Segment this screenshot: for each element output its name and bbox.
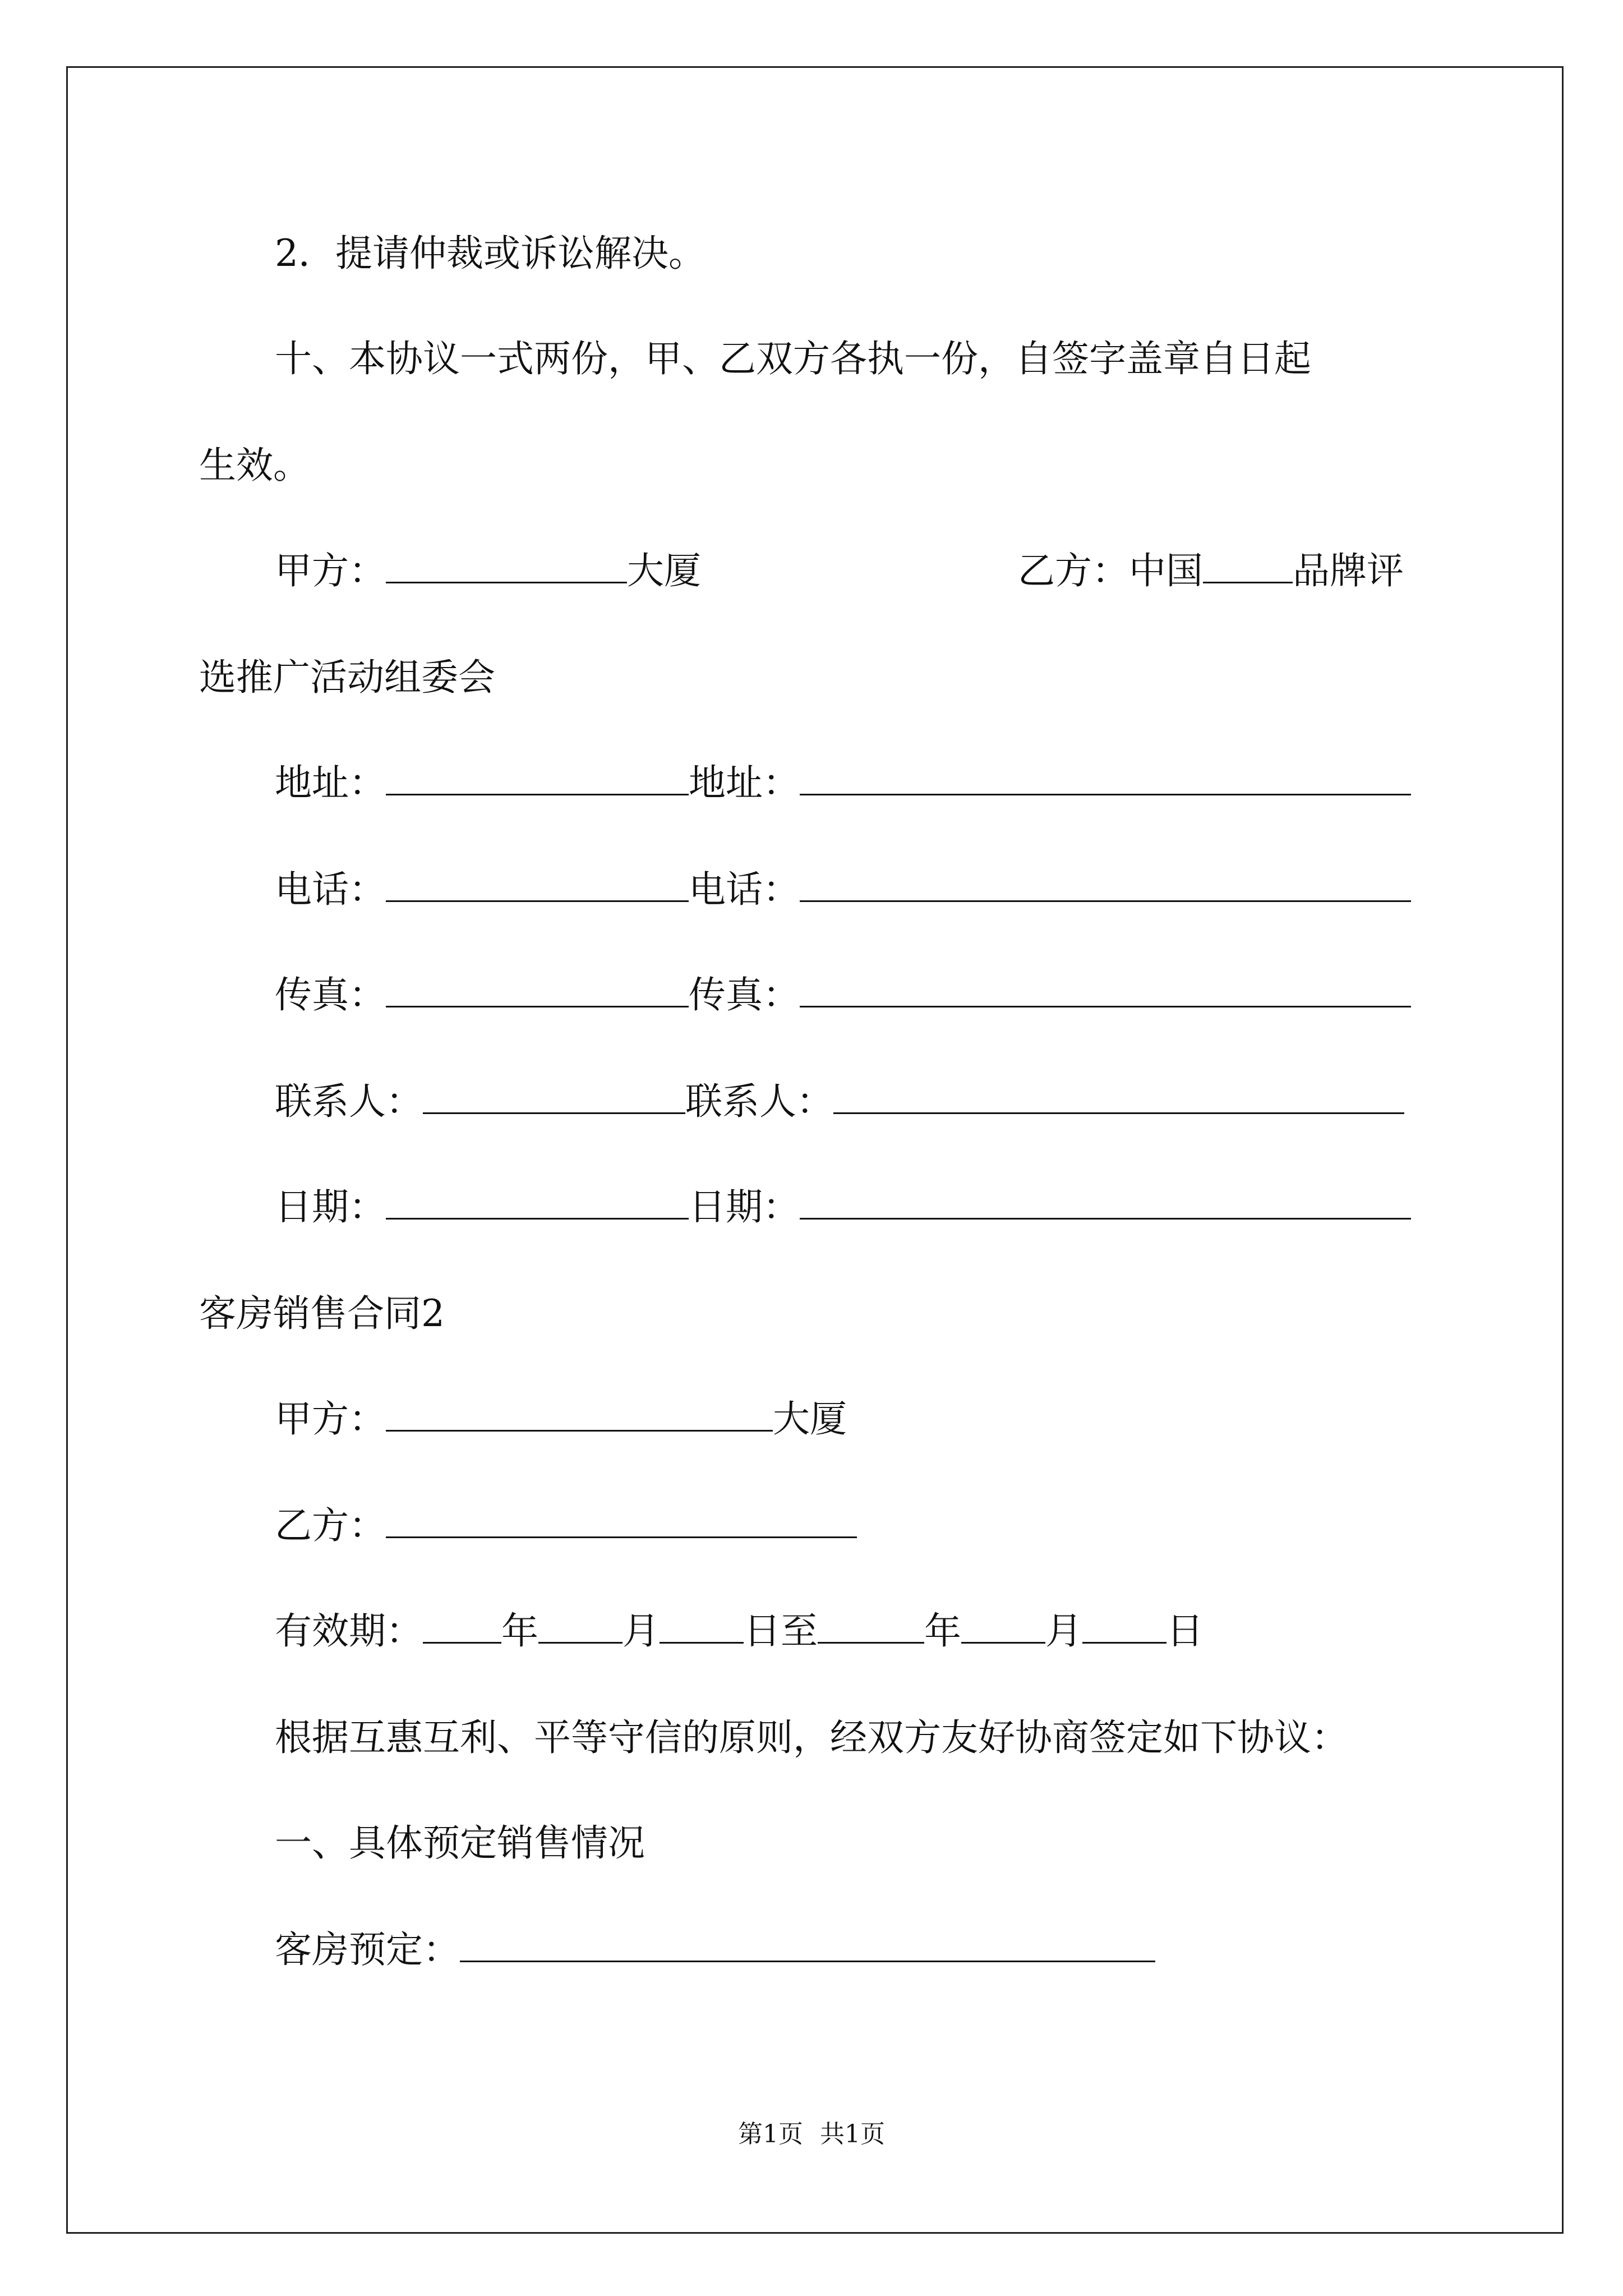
clause-10-line: 十、本协议一式两份，甲、乙双方各执一份，自签字盖章自日起 — [275, 337, 1311, 380]
end-day-label: 日 — [1166, 1609, 1204, 1653]
date-row — [275, 1185, 1411, 1230]
party-b-cont: 选推广活动组委会 — [199, 656, 495, 699]
party-b-line — [1018, 549, 1404, 593]
page-footer — [0, 2114, 1623, 2150]
room-booking-label: 客房预定： — [275, 1928, 460, 1971]
contract-2-party-a-suffix: 大厦 — [773, 1397, 847, 1441]
end-month-label: 月 — [1045, 1609, 1082, 1653]
section-1-heading: 一、具体预定销售情况 — [275, 1821, 645, 1865]
date-blank-a[interactable] — [386, 1185, 689, 1220]
fax-blank-b[interactable] — [800, 973, 1411, 1007]
start-year-label: 年 — [501, 1609, 538, 1653]
page-border — [66, 66, 1564, 2234]
phone-blank-b[interactable] — [800, 868, 1411, 902]
date-label-a: 日期： — [275, 1185, 386, 1228]
fax-row — [275, 973, 1411, 1018]
start-day-blank[interactable] — [660, 1609, 744, 1644]
validity-row — [275, 1609, 1204, 1654]
start-month-blank[interactable] — [538, 1609, 623, 1644]
party-a-blank[interactable] — [386, 549, 627, 583]
date-label-b: 日期： — [689, 1185, 800, 1228]
page-number: 第1页 — [738, 2120, 803, 2148]
contract-2-party-b-label: 乙方： — [275, 1504, 386, 1547]
address-label-b: 地址： — [689, 761, 800, 804]
contract-2-party-a — [275, 1397, 847, 1442]
contract-2-party-a-blank[interactable] — [386, 1397, 773, 1432]
address-label-a: 地址： — [275, 761, 386, 804]
room-booking-row — [275, 1927, 1155, 1972]
fax-label-a: 传真： — [275, 973, 386, 1016]
address-blank-a[interactable] — [386, 761, 689, 795]
party-a-suffix: 大厦 — [627, 549, 701, 592]
contact-blank-b[interactable] — [833, 1080, 1404, 1114]
principle-line: 根据互惠互利、平等守信的原则，经双方友好协商签定如下协议： — [275, 1716, 1348, 1759]
room-booking-blank[interactable] — [460, 1928, 1155, 1962]
address-row — [275, 761, 1411, 806]
contract-2-party-a-label: 甲方： — [275, 1397, 386, 1441]
start-year-blank[interactable] — [423, 1609, 501, 1644]
party-b-suffix: 品牌评 — [1293, 549, 1404, 592]
phone-label-b: 电话： — [689, 868, 800, 911]
start-month-label: 月 — [623, 1609, 660, 1653]
start-day-label: 日至 — [744, 1609, 818, 1653]
party-b-label: 乙方：中国 — [1018, 549, 1203, 592]
contact-row — [275, 1079, 1404, 1124]
end-day-blank[interactable] — [1082, 1609, 1166, 1644]
phone-blank-a[interactable] — [386, 868, 689, 902]
party-b-blank[interactable] — [1203, 549, 1293, 583]
phone-label-a: 电话： — [275, 868, 386, 911]
end-year-blank[interactable] — [818, 1609, 924, 1644]
contract-2-title: 客房销售合同2 — [199, 1292, 445, 1335]
fax-label-b: 传真： — [689, 973, 800, 1016]
clause-2-line: 2．提请仲裁或诉讼解决。 — [275, 232, 706, 275]
end-year-label: 年 — [924, 1609, 961, 1653]
party-a-label: 甲方： — [275, 549, 386, 592]
contact-label-a: 联系人： — [275, 1080, 423, 1123]
page-total: 共1页 — [820, 2120, 885, 2148]
contract-2-party-b-blank[interactable] — [386, 1504, 857, 1538]
contact-blank-a[interactable] — [423, 1080, 685, 1114]
clause-10-cont: 生效。 — [199, 444, 310, 487]
fax-blank-a[interactable] — [386, 973, 689, 1007]
date-blank-b[interactable] — [800, 1185, 1411, 1220]
phone-row — [275, 867, 1411, 912]
validity-label: 有效期： — [275, 1609, 423, 1653]
contract-2-party-b — [275, 1503, 857, 1548]
party-a-line — [275, 549, 701, 593]
contact-label-b: 联系人： — [685, 1080, 833, 1123]
address-blank-b[interactable] — [800, 761, 1411, 795]
end-month-blank[interactable] — [961, 1609, 1045, 1644]
